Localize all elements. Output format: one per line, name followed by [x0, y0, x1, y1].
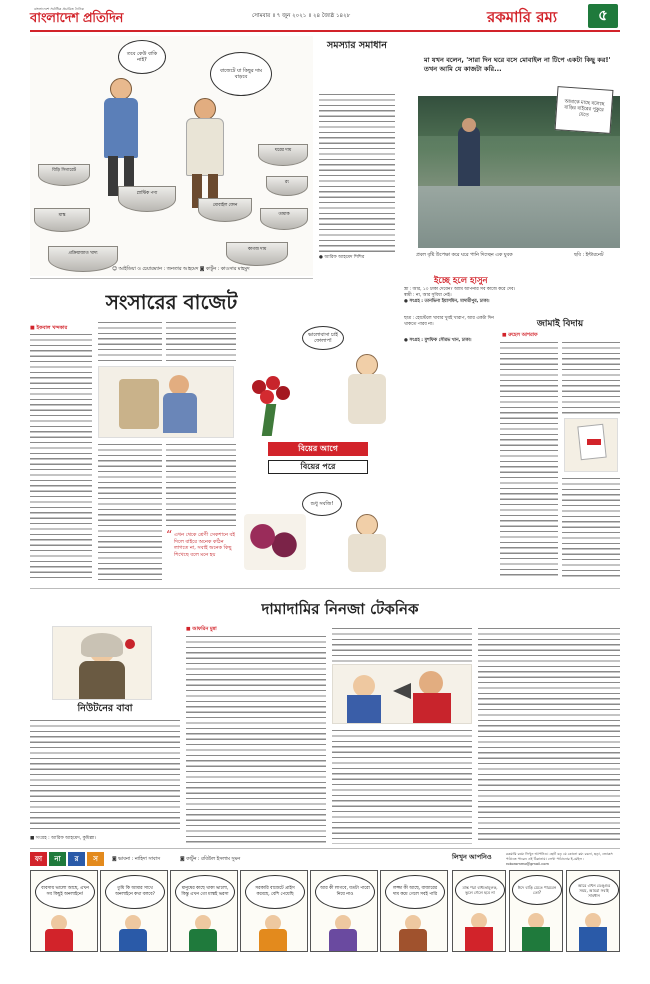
- budget-pull-quote-text: এখন থেকে শ্রেণী সেকশানে বই দিলে বাইরে অনেক কঠিন লাগতে না, সবাই অনেক কিছু শিখেছে বলে মনে হয়: [174, 532, 235, 558]
- ichchhe-section: [404, 274, 620, 314]
- bowl-label-house: ঘরের দাম: [274, 148, 292, 153]
- bowl-processed-food: [48, 246, 118, 272]
- bowl-paper: [226, 242, 288, 266]
- budget-headline: সংসারের বাজেট: [105, 290, 238, 314]
- budget-text-col-3: [166, 320, 236, 362]
- ninja-text-col-2: [332, 626, 472, 662]
- comic-panel-1-bubble: [35, 875, 95, 909]
- page-number: ৫: [598, 5, 608, 24]
- bowl-paint: [266, 176, 308, 196]
- bowl-label-plastic: প্লাস্টিক পণ্য: [136, 191, 158, 196]
- after-bubble-text: শুধু সবজি!: [310, 500, 334, 507]
- jamai-text-col-1: [500, 340, 558, 578]
- write-panel-2-bubble: [512, 875, 562, 905]
- before-bubble: [302, 326, 344, 350]
- after-bubble: [302, 492, 342, 516]
- bowl-label-mobile: মোবাইল ফোন: [212, 203, 238, 208]
- comic-panel-5-text: আর কী লাগবে, যতটা পারো নিয়ে নাও: [320, 886, 370, 897]
- write-panel-2: [509, 870, 563, 952]
- section-title: রকমারি রম্য: [487, 8, 558, 26]
- bowl-mobile: [198, 198, 252, 222]
- roses-illustration: [246, 376, 296, 438]
- write-panel-1-bubble: [455, 875, 505, 905]
- ichchhe-joke-4: ছাত্র : হোস্টেলে খাবার খুবই খারাপ, আর একটা দিন থাকতে পারব না।: [404, 316, 494, 327]
- write-panel-3: [566, 870, 620, 952]
- comic-panel-4: [240, 870, 308, 952]
- ninja-text-col-3: [478, 626, 620, 844]
- ninja-headline: দামাদামির নিনজা টেকনিক: [261, 600, 419, 618]
- ninja-text-col-1: [186, 634, 326, 844]
- masthead-rule: [30, 30, 620, 32]
- fanars-letter-3: র: [68, 852, 85, 866]
- photo-caption-top: মা যখন বলেন, 'সারা দিন ঘরে বসে মোবাইল না টিপে একটা কিছু কর!' তখন আমি যে কাজটা করি...: [424, 56, 611, 73]
- jamai-text-col-2: [562, 340, 620, 414]
- photo-story: [404, 36, 620, 268]
- budget-text-col-3b: [166, 442, 236, 528]
- problem-author: ● আরিফ আহমেদ শিশির: [319, 255, 365, 260]
- comic-panel-6-bubble: [385, 875, 445, 909]
- budget-text-col-2b: [98, 442, 162, 580]
- photo-caption-bottom: প্রবল বৃষ্টি উপেক্ষা করে ঘরে পানি দিচ্ছেন এক যুবক: [416, 253, 513, 258]
- bowl-mask: [34, 208, 90, 232]
- write-panel-1: [452, 870, 506, 952]
- cartoon-man-left-illustration: [96, 78, 148, 198]
- masthead-date-line: সোমবার ॥ ৭ জুন ২০২১ ॥ ২৪ জ্যৈষ্ঠ ১৪২৮: [252, 13, 351, 19]
- comic-panel-4-bubble: [245, 875, 305, 909]
- jamai-illustration: [564, 418, 618, 472]
- bowl-label-paint: রং: [284, 180, 290, 185]
- jamai-section: [500, 316, 620, 582]
- bowl-label-tobacco: তামাক: [278, 212, 290, 217]
- ichchhe-joke-3: ● সংগ্রহ : তানভিনা ইয়াসমিন, মাদারীপুর, ঢাকা।: [404, 299, 490, 304]
- photo-sign-text: আমাকে মাছে বলেছে বাড়ির বাইরের পুকুরে যেতে: [564, 99, 605, 119]
- newton-box: [30, 626, 180, 844]
- problem-title: সমস্যার সমাধান: [327, 40, 387, 51]
- comic-panel-1: [30, 870, 98, 952]
- masthead-tagline: বাংলাদেশে সর্বাধিক প্রচারিত দৈনিক: [34, 7, 85, 11]
- comic-panel-6: [380, 870, 448, 952]
- write-section: [452, 852, 620, 952]
- comic-panel-6-text: লজ্জা কী আছে, বাজারের দাম কমে গেলে সবই পারি: [392, 886, 438, 897]
- after-label: বিয়ের পরে: [300, 461, 336, 471]
- ninja-illustration: [332, 664, 472, 724]
- fanars-letter-1: ফা: [30, 852, 47, 866]
- budget-text-col-1: [30, 332, 92, 580]
- photo-sign: [555, 86, 614, 134]
- before-label: বিয়ের আগে: [298, 443, 338, 453]
- newton-byline: ■ সংগ্রহ : আরিফ আহমেদ, কুমিল্লা।: [30, 836, 96, 841]
- comic-panel-2-text: তুমি কি আমার সাথে অনলাইনে কথা বলবে?: [115, 886, 155, 897]
- write-panel-1-text: মাস্ক পরা বাধ্যতামূলক, ভুলে গেলে হবে না: [462, 885, 498, 895]
- problem-body-text: [319, 92, 395, 252]
- bowl-plastic: [118, 186, 176, 212]
- comic-idea-credit: ◙ ভাবনা : নাহিদা সাবাস: [112, 857, 161, 862]
- write-title: লিখুন আপনিও: [452, 853, 492, 861]
- ichchhe-title: ইচ্ছে হলে হাসুন: [434, 276, 488, 286]
- jamai-title: জামাই বিদায়: [536, 319, 584, 329]
- comic-panel-2: [100, 870, 168, 952]
- bowl-label-mask: মাস্ক: [58, 213, 66, 218]
- budget-illustration: [98, 366, 234, 438]
- ninja-divider: [30, 588, 620, 589]
- jamai-byline: ■ রুহেল আশরাফ: [502, 333, 538, 338]
- ninja-byline: ■ আফরিন মুন্না: [186, 627, 217, 632]
- comic-panel-2-bubble: [105, 875, 165, 909]
- fanars-letter-4: স: [87, 852, 104, 866]
- comic-panel-4-text: সরকারি বাজেটে প্রাইস কমেছে, বেশি পেয়েছি: [255, 886, 295, 897]
- masthead: [0, 0, 650, 36]
- newton-illustration: [52, 626, 152, 700]
- before-after-box: [240, 318, 400, 582]
- ichchhe-joke-1: স্ত্রী : আর, ১০ টাকা দেবেন? আমি আপনার সব কাজে করে দেব।: [404, 287, 515, 292]
- speech-bubble-left-text: তবে কেউ বাকি নাই?: [126, 50, 158, 63]
- problem-column: [317, 36, 397, 268]
- newton-title: নিউটনের বাবা: [77, 703, 133, 714]
- masthead-logo: বাংলাদেশ প্রতিদিন: [30, 11, 124, 26]
- budget-text-col-2: [98, 320, 162, 362]
- page-number-badge: [588, 4, 618, 28]
- bowl-label-processed-food: প্রক্রিয়াজাত খাদ্য: [68, 251, 98, 256]
- comic-panel-3: [170, 870, 238, 952]
- budget-byline: ■ ইকবাল খন্দকার: [30, 325, 68, 331]
- comic-panel-5-bubble: [315, 875, 375, 909]
- newton-text: [30, 718, 180, 832]
- before-bubble-text: ভালোবাসা চাই ফোলাপ!: [308, 331, 338, 344]
- quote-mark-icon: “: [166, 528, 173, 542]
- megaphone-icon: [393, 683, 411, 699]
- bowl-label-paper: কাগজ দাম: [247, 247, 267, 252]
- top-cartoon: [30, 36, 313, 276]
- comic-divider: [30, 848, 620, 849]
- jamai-text-col-2b: [562, 476, 620, 578]
- bowl-label-cigarette: বিড়ি সিগারেট: [52, 168, 76, 173]
- after-label-box: [268, 460, 368, 474]
- comic-panel-3-bubble: [175, 875, 235, 909]
- write-panel-2-text: ঈদে বাড়ি যেতে পারবেন তো?: [517, 885, 557, 895]
- comic-panel-5: [310, 870, 378, 952]
- cartoon-credit: ☺ আইডিয়া ও চেয়ারম্যান : জনতার আহমেদ ◙ কার্টুন : কাওসার মাহমুদ: [112, 267, 250, 272]
- before-label-box: [268, 442, 368, 456]
- photo-credit: ছবি : ইন্টারনেট: [574, 253, 604, 258]
- speech-bubble-right: [210, 52, 272, 96]
- budget-divider: [30, 278, 313, 279]
- cartoon-man-right-illustration: [178, 98, 234, 208]
- man-illustration-after: [340, 514, 394, 574]
- fanars-letter-2: না: [49, 852, 66, 866]
- ninja-text-col-2b: [332, 728, 472, 844]
- fanars-brand: [30, 852, 104, 866]
- ichchhe-joke-2: স্বামী : না, আর সুবিধা নেই।: [404, 293, 452, 298]
- budget-pull-quote: [166, 530, 236, 580]
- man-illustration-before: [340, 354, 394, 450]
- comic-panel-1-text: ব্যবসায় ভালো আছে, এখন সব কিছুই অনলাইনে!: [41, 886, 89, 897]
- write-text: রকমারি রম্যে লিখুন আপনিও। ছোট বড় যে কোনো রম্য রচনা, ছড়া, জোকস পাঠাতে পারেন এই ঠিকানায়। লেখা পাঠানোর ই-মেইল : rokorommo@gmail.com: [506, 852, 613, 866]
- speech-bubble-left: [118, 40, 166, 74]
- speech-bubble-right-text: বাজেটে যা কিছুর দাম বাড়বে: [219, 67, 263, 80]
- ichchhe-section-2: [404, 316, 496, 366]
- comic-cartoonist-credit: ◙ কার্টুন : রবিউল ইসলাম সুমন: [180, 857, 241, 862]
- comic-panel-3-text: মানুষের কাছে থাকা ভালো, কিন্তু এখন তো মাস্কই ভরসা: [181, 886, 229, 897]
- vegetables-illustration: [244, 514, 306, 570]
- write-panel-3-text: আরে এখন ডেঙ্গুর সময়, আমরা সবাই সাবধান: [577, 882, 611, 898]
- write-panel-3-bubble: [569, 875, 619, 905]
- ichchhe-joke-5: ● সংগ্রহ : মুশফিক সৌরভ খান, ঢাকা।: [404, 338, 472, 343]
